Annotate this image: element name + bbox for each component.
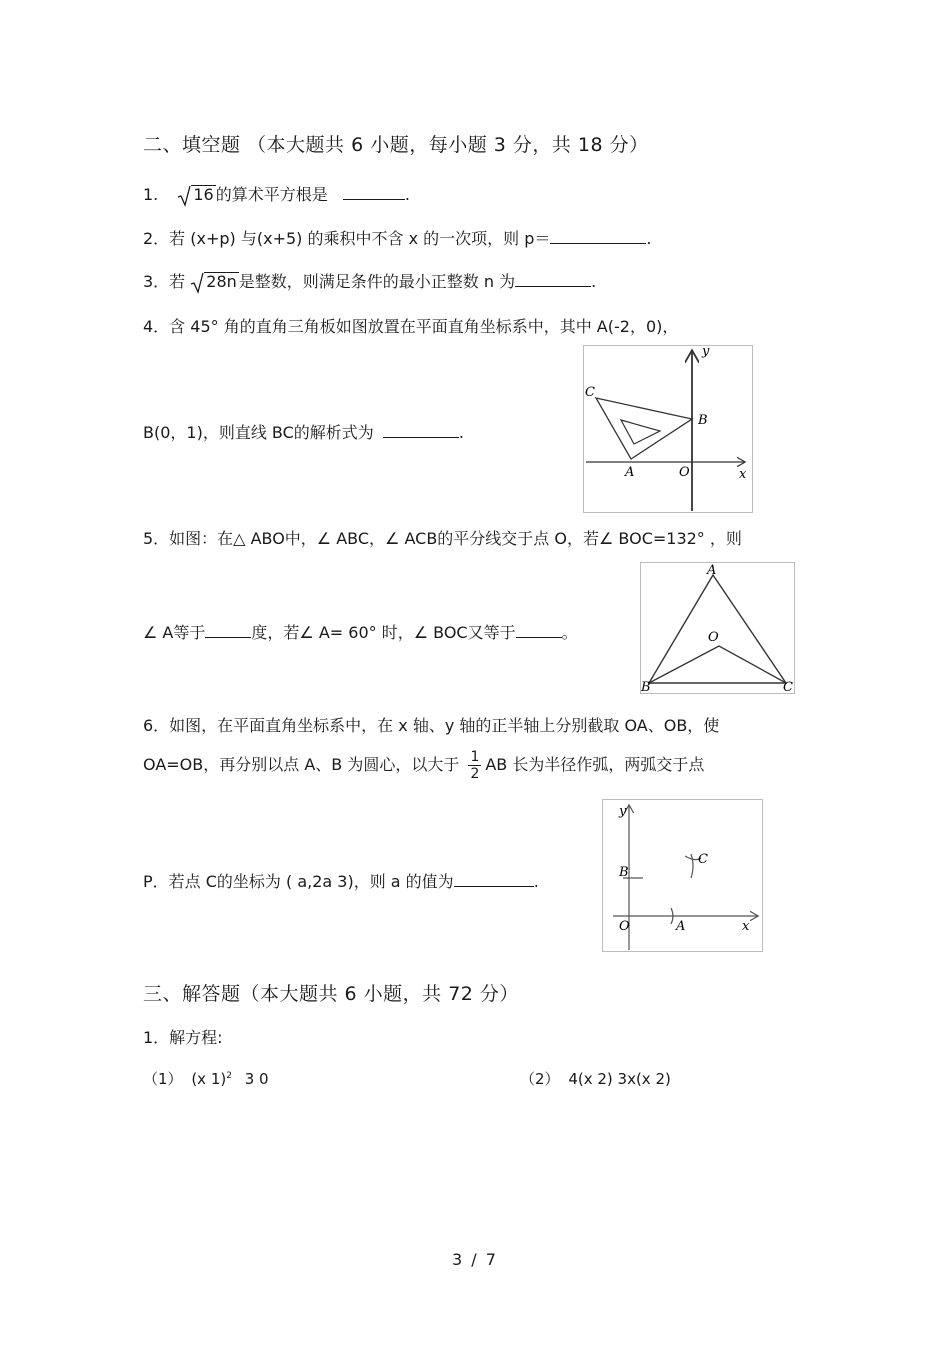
equation-label: （1）: [143, 1070, 183, 1088]
triangle-outer: [596, 398, 692, 459]
question-text: ∠ A等于: [143, 623, 206, 642]
period: .: [646, 229, 652, 248]
period: .: [458, 423, 464, 442]
question-4-line-1: 4．含 45° 角的直角三角板如图放置在平面直角坐标系中，其中 A(-2，0)，: [143, 317, 679, 336]
period: 。: [561, 623, 578, 642]
period: .: [591, 272, 597, 291]
label-x: x: [742, 919, 750, 934]
label-C: C: [698, 852, 708, 867]
answer-blank-2[interactable]: [516, 623, 562, 638]
question-4-line-2: [143, 420, 464, 443]
square-root: [190, 272, 239, 291]
answer-blank[interactable]: [343, 185, 405, 200]
section-3-heading: 三、解答题（本大题共 6 小题，共 72 分）: [143, 983, 519, 1005]
question-text: P．若点 C的坐标为 ( a,2a 3)，则 a 的值为: [143, 872, 454, 891]
label-O: O: [679, 465, 690, 480]
radical-sign-icon: [177, 185, 191, 207]
label-A: A: [625, 465, 635, 480]
equation-lhs: (x 1): [191, 1070, 227, 1088]
question-6-line-2: [143, 749, 704, 782]
equation-2: [520, 1068, 671, 1089]
question-text: B(0，1)，则直线 BC的解析式为: [143, 423, 374, 442]
question-5-line-2: [143, 620, 578, 643]
fraction-denominator: 2: [470, 766, 480, 782]
answer-blank[interactable]: [454, 872, 534, 887]
question-text: 度，若∠ A= 60° 时，∠ BOC又等于: [251, 623, 516, 642]
page-number: 3 / 7: [452, 1250, 498, 1269]
question-number: 1.: [143, 185, 159, 204]
answer-blank[interactable]: [515, 272, 591, 287]
label-y: y: [702, 346, 710, 359]
equation-body: 4(x 2) 3x(x 2): [568, 1070, 671, 1088]
label-C: C: [585, 385, 595, 400]
label-O: O: [708, 630, 719, 645]
period: .: [404, 185, 410, 204]
question-3: [143, 269, 596, 292]
question-2: [143, 226, 651, 249]
fraction-one-half: [468, 749, 481, 782]
question-6-line-3: [143, 869, 539, 892]
equation-rhs: 3 0: [244, 1070, 269, 1088]
square-root: [177, 185, 215, 204]
label-A: A: [707, 563, 717, 578]
question-text: 的算术平方根是: [215, 185, 328, 204]
label-y: y: [619, 804, 627, 819]
triangle-abc: [649, 575, 786, 683]
arc-at-C-2: [691, 854, 693, 878]
label-x: x: [739, 467, 747, 482]
question-text: OA=OB，再分别以点 A、B 为圆心，以大于: [143, 755, 460, 774]
triangle-inner: [621, 420, 660, 444]
question-6-line-1: 6．如图，在平面直角坐标系中，在 x 轴、y 轴的正半轴上分别截取 OA、OB，使: [143, 716, 720, 735]
answer-blank[interactable]: [383, 423, 459, 438]
question-text: 2．若 (x+p) 与(x+5) 的乘积中不含 x 的一次项，则 p＝: [143, 229, 551, 248]
exponent: 2: [226, 1071, 232, 1081]
period: .: [533, 872, 539, 891]
label-B: B: [641, 680, 651, 693]
figure-triangle-on-axes: [583, 345, 753, 513]
question-5-line-1: 5．如图：在△ ABO中，∠ ABC，∠ ACB的平分线交于点 O，若∠ BOC=132° ，则: [143, 529, 742, 548]
radical-sign-icon: [190, 272, 204, 294]
radicand: 16: [193, 185, 214, 204]
question-text: AB 长为半径作弧，两弧交于点: [485, 755, 705, 774]
answer-blank-1[interactable]: [205, 623, 251, 638]
label-A: A: [676, 919, 686, 934]
answer-blank[interactable]: [550, 229, 646, 244]
label-C: C: [783, 680, 793, 693]
equation-label: （2）: [520, 1070, 560, 1088]
radicand: 28n: [206, 272, 237, 291]
question-text: 是整数，则满足条件的最小正整数 n 为: [238, 272, 516, 291]
question-1: [143, 182, 410, 205]
question-number: 3．若: [143, 272, 186, 291]
figure-triangle-abc: [640, 562, 795, 694]
fraction-numerator: 1: [470, 749, 480, 765]
section-2-heading: 二、填空题 （本大题共 6 小题，每小题 3 分，共 18 分）: [143, 134, 649, 156]
figure-arc-construction: [602, 799, 763, 952]
equation-1: [143, 1068, 269, 1089]
label-O: O: [619, 919, 630, 934]
section-3-question-1-title: 1．解方程:: [143, 1028, 223, 1047]
label-B: B: [698, 413, 708, 428]
label-B: B: [619, 865, 629, 880]
